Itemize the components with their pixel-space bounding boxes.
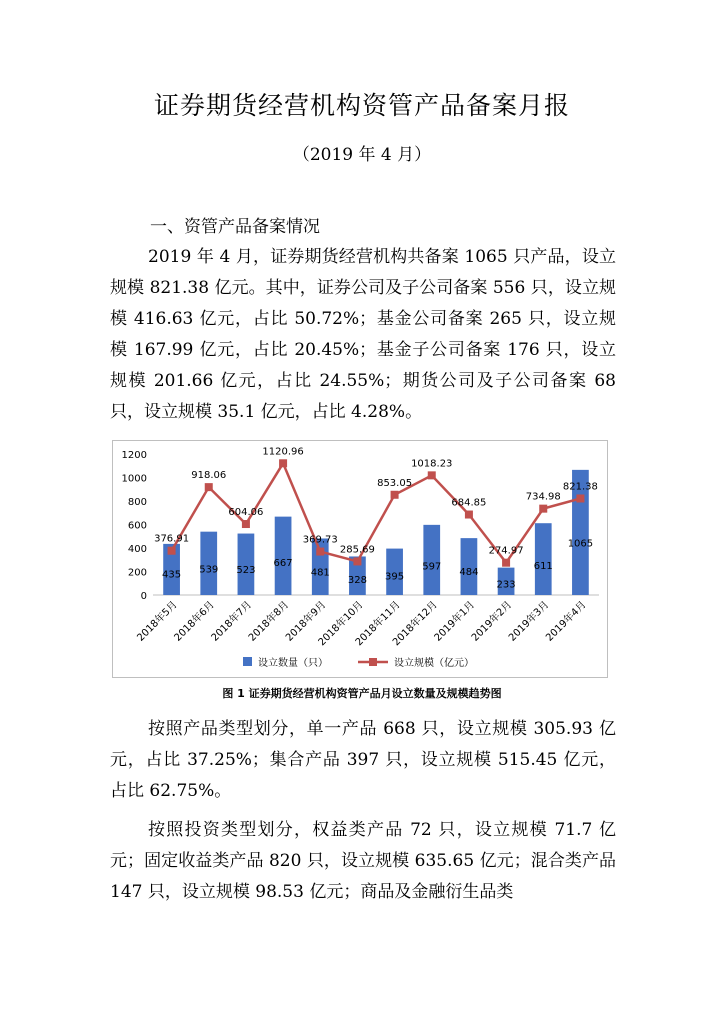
trend-chart — [112, 440, 608, 678]
x-tick-label: 2019年4月 — [544, 599, 589, 644]
scale-value-label: 1120.96 — [262, 446, 304, 458]
y-tick-label: 1200 — [121, 450, 147, 461]
bar-7 — [423, 525, 440, 595]
scale-point-5 — [353, 557, 361, 565]
report-period: （2019 年 4 月） — [292, 145, 432, 165]
bar-value-label: 233 — [496, 579, 516, 591]
scale-point-1 — [205, 483, 213, 491]
bar-value-label: 667 — [273, 558, 293, 570]
scale-value-label: 1018.23 — [411, 458, 453, 470]
scale-point-4 — [316, 548, 324, 556]
y-tick-label: 600 — [127, 520, 147, 532]
page-title: 证券期货经营机构资管产品备案月报 — [153, 91, 570, 120]
y-tick-label: 1000 — [121, 473, 147, 485]
scale-value-label: 853.05 — [377, 477, 413, 489]
scale-point-0 — [168, 547, 176, 555]
bar-value-label: 611 — [533, 560, 553, 572]
trend-chart-svg — [113, 441, 607, 677]
x-tick-label: 2018年6月 — [172, 599, 217, 644]
x-tick-label: 2018年7月 — [209, 599, 255, 644]
scale-value-label: 918.06 — [191, 470, 227, 482]
bar-value-label: 539 — [199, 564, 219, 576]
scale-value-label: 285.69 — [339, 544, 375, 556]
x-tick-label: 2018年9月 — [283, 599, 329, 644]
bar-value-label: 1065 — [567, 538, 594, 550]
bar-value-label: 481 — [310, 567, 330, 579]
x-tick-label: 2019年1月 — [432, 599, 478, 644]
legend-swatch-count — [243, 657, 252, 666]
section-heading: 一、资管产品备案情况 — [150, 217, 320, 237]
x-tick-label: 2018年12月 — [390, 599, 440, 649]
bar-value-label: 523 — [236, 565, 256, 577]
x-tick-label: 2018年8月 — [246, 599, 292, 644]
x-tick-label: 2019年3月 — [506, 599, 552, 644]
bar-value-label: 395 — [385, 571, 405, 583]
scale-value-label: 274.97 — [488, 545, 524, 557]
bar-3 — [275, 517, 292, 595]
bar-value-label: 597 — [422, 561, 442, 573]
paragraph-summary: 2019 年 4 月，证券期货经营机构共备案 1065 只产品，设立规模 821.38 亿元。其中，证券公司及子公司备案 556 只，设立规模 416.63 亿元，占比 50.72%；基金公司备案 265 只，设立规模 167.99 亿元，占比 20.45%；基金子公司备案 176 只，设立规模 201.66 亿元，占比 24.55%；期货公司及子公司备案 68 只，设立规模 35.1 亿元，占比 4.28%。 — [110, 247, 616, 422]
legend-label-scale: 设立规模（亿元） — [394, 658, 474, 669]
scale-value-label: 369.73 — [302, 534, 338, 546]
bar-1 — [200, 532, 217, 595]
y-tick-label: 400 — [127, 544, 147, 555]
x-tick-label: 2018年10月 — [316, 599, 366, 649]
paragraph-product-type: 按照产品类型划分，单一产品 668 只，设立规模 305.93 亿元，占比 37.25%；集合产品 397 只，设立规模 515.45 亿元，占比 62.75%。 — [110, 719, 616, 801]
y-tick-label: 0 — [140, 591, 147, 602]
y-tick-label: 800 — [127, 497, 147, 508]
scale-point-3 — [279, 459, 287, 467]
paragraph-investment-type: 按照投资类型划分，权益类产品 72 只，设立规模 71.7 亿元；固定收益类产品 820 只，设立规模 635.65 亿元；混合类产品 147 只，设立规模 98.53 亿元；商品及金融衍生品类 — [110, 820, 616, 902]
bar-value-label: 484 — [459, 567, 479, 579]
bar-value-label: 328 — [347, 574, 367, 586]
x-tick-label: 2018年11月 — [353, 599, 403, 649]
scale-point-10 — [539, 505, 547, 513]
scale-value-label: 604.06 — [228, 507, 264, 519]
scale-point-11 — [576, 494, 584, 502]
scale-point-8 — [465, 511, 473, 519]
legend-label-count: 设立数量（只） — [258, 658, 328, 669]
scale-value-label: 376.91 — [154, 533, 190, 545]
scale-point-6 — [391, 491, 399, 499]
bar-10 — [535, 523, 552, 595]
scale-point-2 — [242, 520, 250, 528]
figure-caption: 图 1 证券期货经营机构资管产品月设立数量及规模趋势图 — [222, 687, 502, 700]
legend-marker-scale — [369, 658, 377, 666]
scale-value-label: 684.85 — [451, 497, 487, 509]
scale-point-9 — [502, 559, 510, 567]
bar-value-label: 435 — [162, 569, 182, 581]
scale-point-7 — [428, 471, 436, 479]
x-tick-label: 2018年5月 — [135, 599, 180, 644]
scale-value-label: 734.98 — [525, 491, 561, 503]
y-tick-label: 200 — [127, 567, 147, 579]
x-tick-label: 2019年2月 — [469, 599, 515, 644]
scale-value-label: 821.38 — [562, 481, 598, 493]
